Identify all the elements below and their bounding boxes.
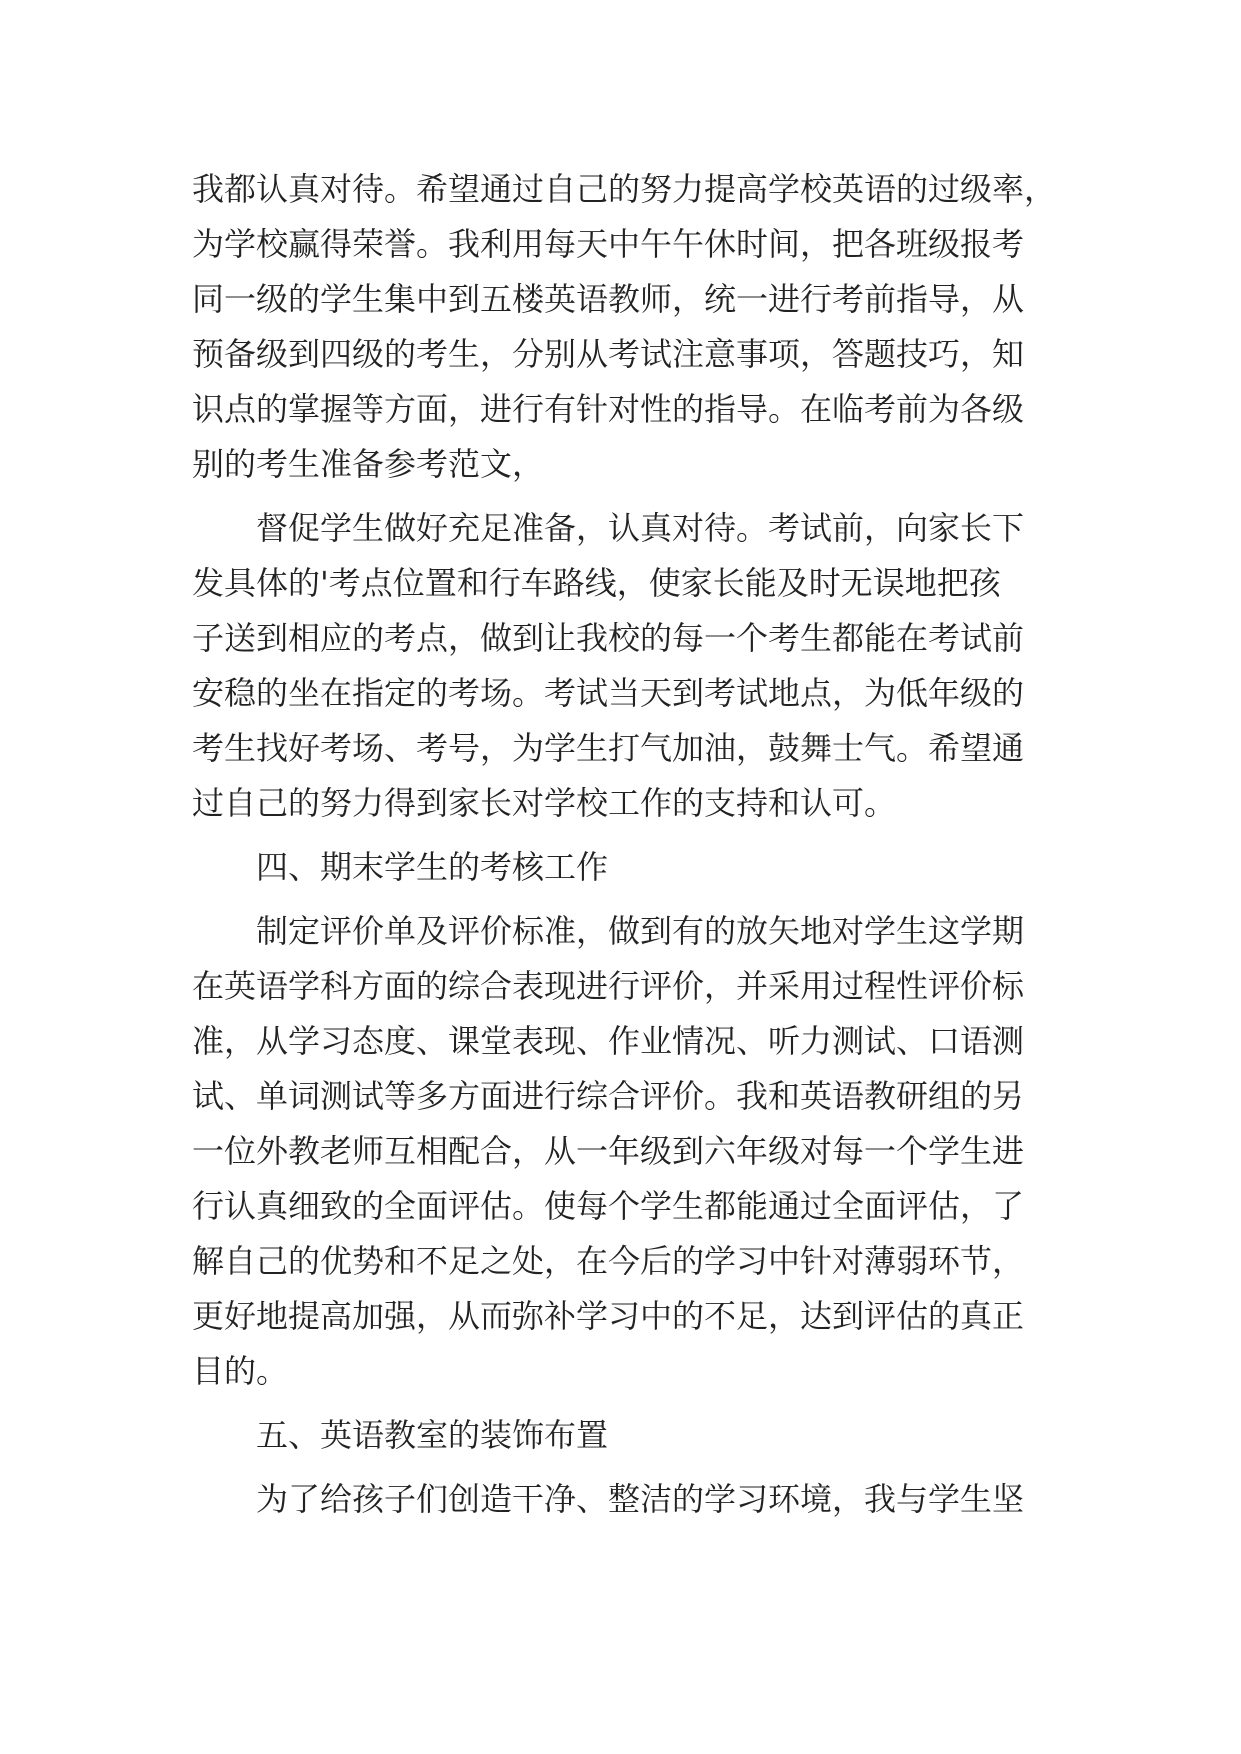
text-line: 过自己的努力得到家长对学校工作的支持和认可。 [192, 784, 897, 822]
text-line: 试、单词测试等多方面进行综合评价。我和英语教研组的另 [192, 1077, 1025, 1115]
text-line: 识点的掌握等方面，进行有针对性的指导。在临考前为各级 [192, 390, 1025, 428]
text-line: 解自己的优势和不足之处，在今后的学习中针对薄弱环节， [192, 1242, 1025, 1280]
text-line: 更好地提高加强，从而弥补学习中的不足，达到评估的真正 [192, 1297, 1025, 1335]
text-line: 别的考生准备参考范文， [192, 445, 545, 483]
paragraph-first-line: 为了给孩子们创造干净、整洁的学习环境，我与学生坚 [256, 1480, 1025, 1518]
text-line: 安稳的坐在指定的考场。考试当天到考试地点，为低年级的 [192, 674, 1025, 712]
text-line: 在英语学科方面的综合表现进行评价，并采用过程性评价标 [192, 967, 1025, 1005]
text-line: 一位外教老师互相配合，从一年级到六年级对每一个学生进 [192, 1132, 1025, 1170]
text-line: 为学校赢得荣誉。我利用每天中午午休时间，把各班级报考 [192, 225, 1025, 263]
section-heading: 五、英语教室的装饰布置 [256, 1416, 609, 1454]
text-line: 行认真细致的全面评估。使每个学生都能通过全面评估，了 [192, 1187, 1025, 1225]
text-line: 准，从学习态度、课堂表现、作业情况、听力测试、口语测 [192, 1022, 1025, 1060]
paragraph-first-line: 制定评价单及评价标准，做到有的放矢地对学生这学期 [256, 912, 1025, 950]
section-heading: 四、期末学生的考核工作 [256, 848, 609, 886]
paragraph-first-line: 督促学生做好充足准备，认真对待。考试前，向家长下 [256, 509, 1025, 547]
text-line: 目的。 [192, 1352, 289, 1390]
text-line: 预备级到四级的考生，分别从考试注意事项，答题技巧，知 [192, 335, 1025, 373]
text-line: 同一级的学生集中到五楼英语教师，统一进行考前指导，从 [192, 280, 1025, 318]
text-line: 我都认真对待。希望通过自己的努力提高学校英语的过级率， [192, 170, 1057, 208]
text-line: 发具体的'考点位置和行车路线，使家长能及时无误地把孩 [192, 564, 1001, 602]
text-line: 考生找好考场、考号，为学生打气加油，鼓舞士气。希望通 [192, 729, 1025, 767]
text-line: 子送到相应的考点，做到让我校的每一个考生都能在考试前 [192, 619, 1025, 657]
